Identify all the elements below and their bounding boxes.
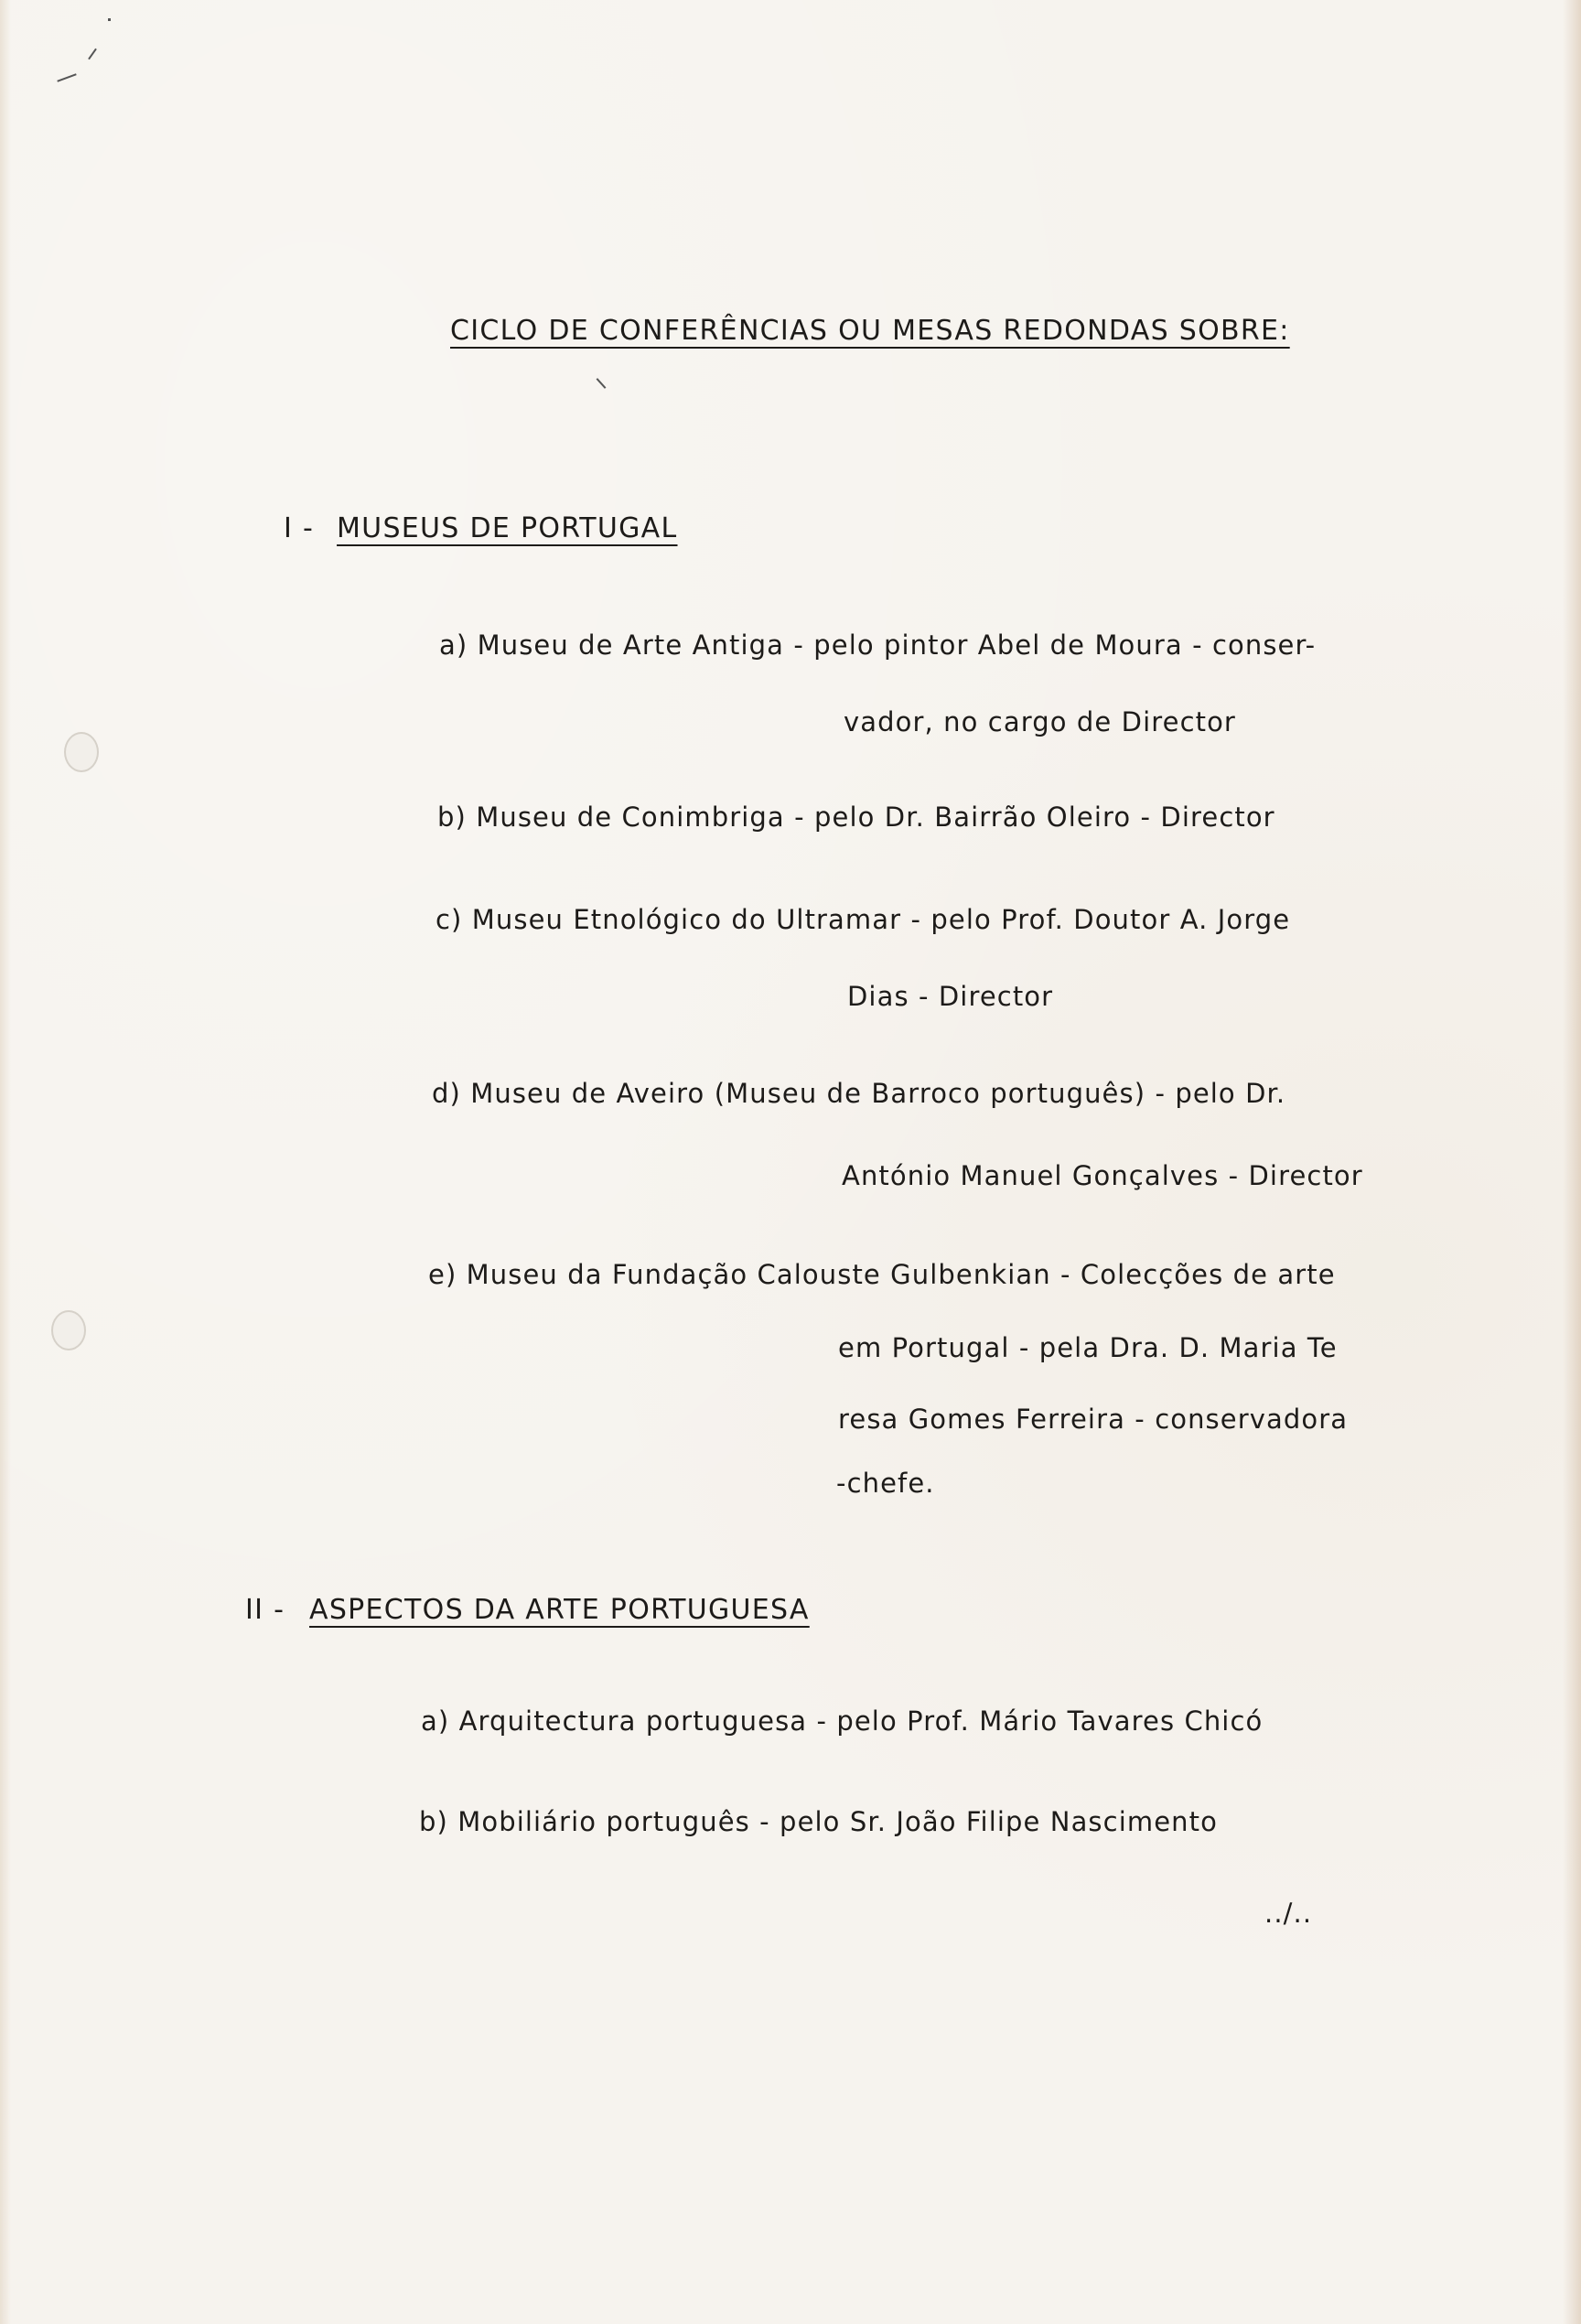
stray-mark — [108, 18, 111, 21]
list-item-line: resa Gomes Ferreira - conservadora — [838, 1404, 1349, 1435]
section-heading: ASPECTOS DA ARTE PORTUGUESA — [309, 1594, 810, 1626]
list-item-line: em Portugal - pela Dra. D. Maria Te — [838, 1332, 1338, 1363]
section-heading: MUSEUS DE PORTUGAL — [337, 512, 678, 544]
list-item-line: b) Mobiliário português - pelo Sr. João Filipe Nascimento — [419, 1806, 1218, 1837]
document-title: CICLO DE CONFERÊNCIAS OU MESAS REDONDAS SOBRE: — [450, 315, 1290, 347]
punch-hole-bottom — [51, 1310, 86, 1350]
list-item-line: d) Museu de Aveiro (Museu de Barroco português) - pelo Dr. — [432, 1078, 1286, 1109]
section-number: II - — [245, 1594, 285, 1626]
list-item-line: -chefe. — [836, 1468, 935, 1499]
list-item-line: c) Museu Etnológico do Ultramar - pelo Prof. Doutor A. Jorge — [436, 904, 1291, 935]
stray-mark — [597, 378, 607, 389]
punch-hole-top — [64, 732, 99, 772]
list-item-line: e) Museu da Fundação Calouste Gulbenkian - Colecções de arte — [428, 1259, 1336, 1290]
section-number: I - — [284, 512, 315, 544]
list-item-line: Dias - Director — [847, 981, 1054, 1012]
list-item-line: vador, no cargo de Director — [844, 706, 1236, 737]
paper-edge-left — [0, 0, 11, 2324]
page-continuation-mark: ../.. — [1264, 1898, 1313, 1929]
list-item-line: a) Arquitectura portuguesa - pelo Prof. Mário Tavares Chicó — [421, 1705, 1264, 1737]
list-item-line: António Manuel Gonçalves - Director — [842, 1160, 1363, 1191]
list-item-line: b) Museu de Conimbriga - pelo Dr. Bairrão Oleiro - Director — [437, 802, 1275, 833]
stray-mark — [57, 73, 76, 81]
stray-mark — [88, 48, 97, 60]
list-item-line: a) Museu de Arte Antiga - pelo pintor Abel de Moura - conser- — [439, 629, 1317, 661]
paper-edge-right — [1563, 0, 1581, 2324]
